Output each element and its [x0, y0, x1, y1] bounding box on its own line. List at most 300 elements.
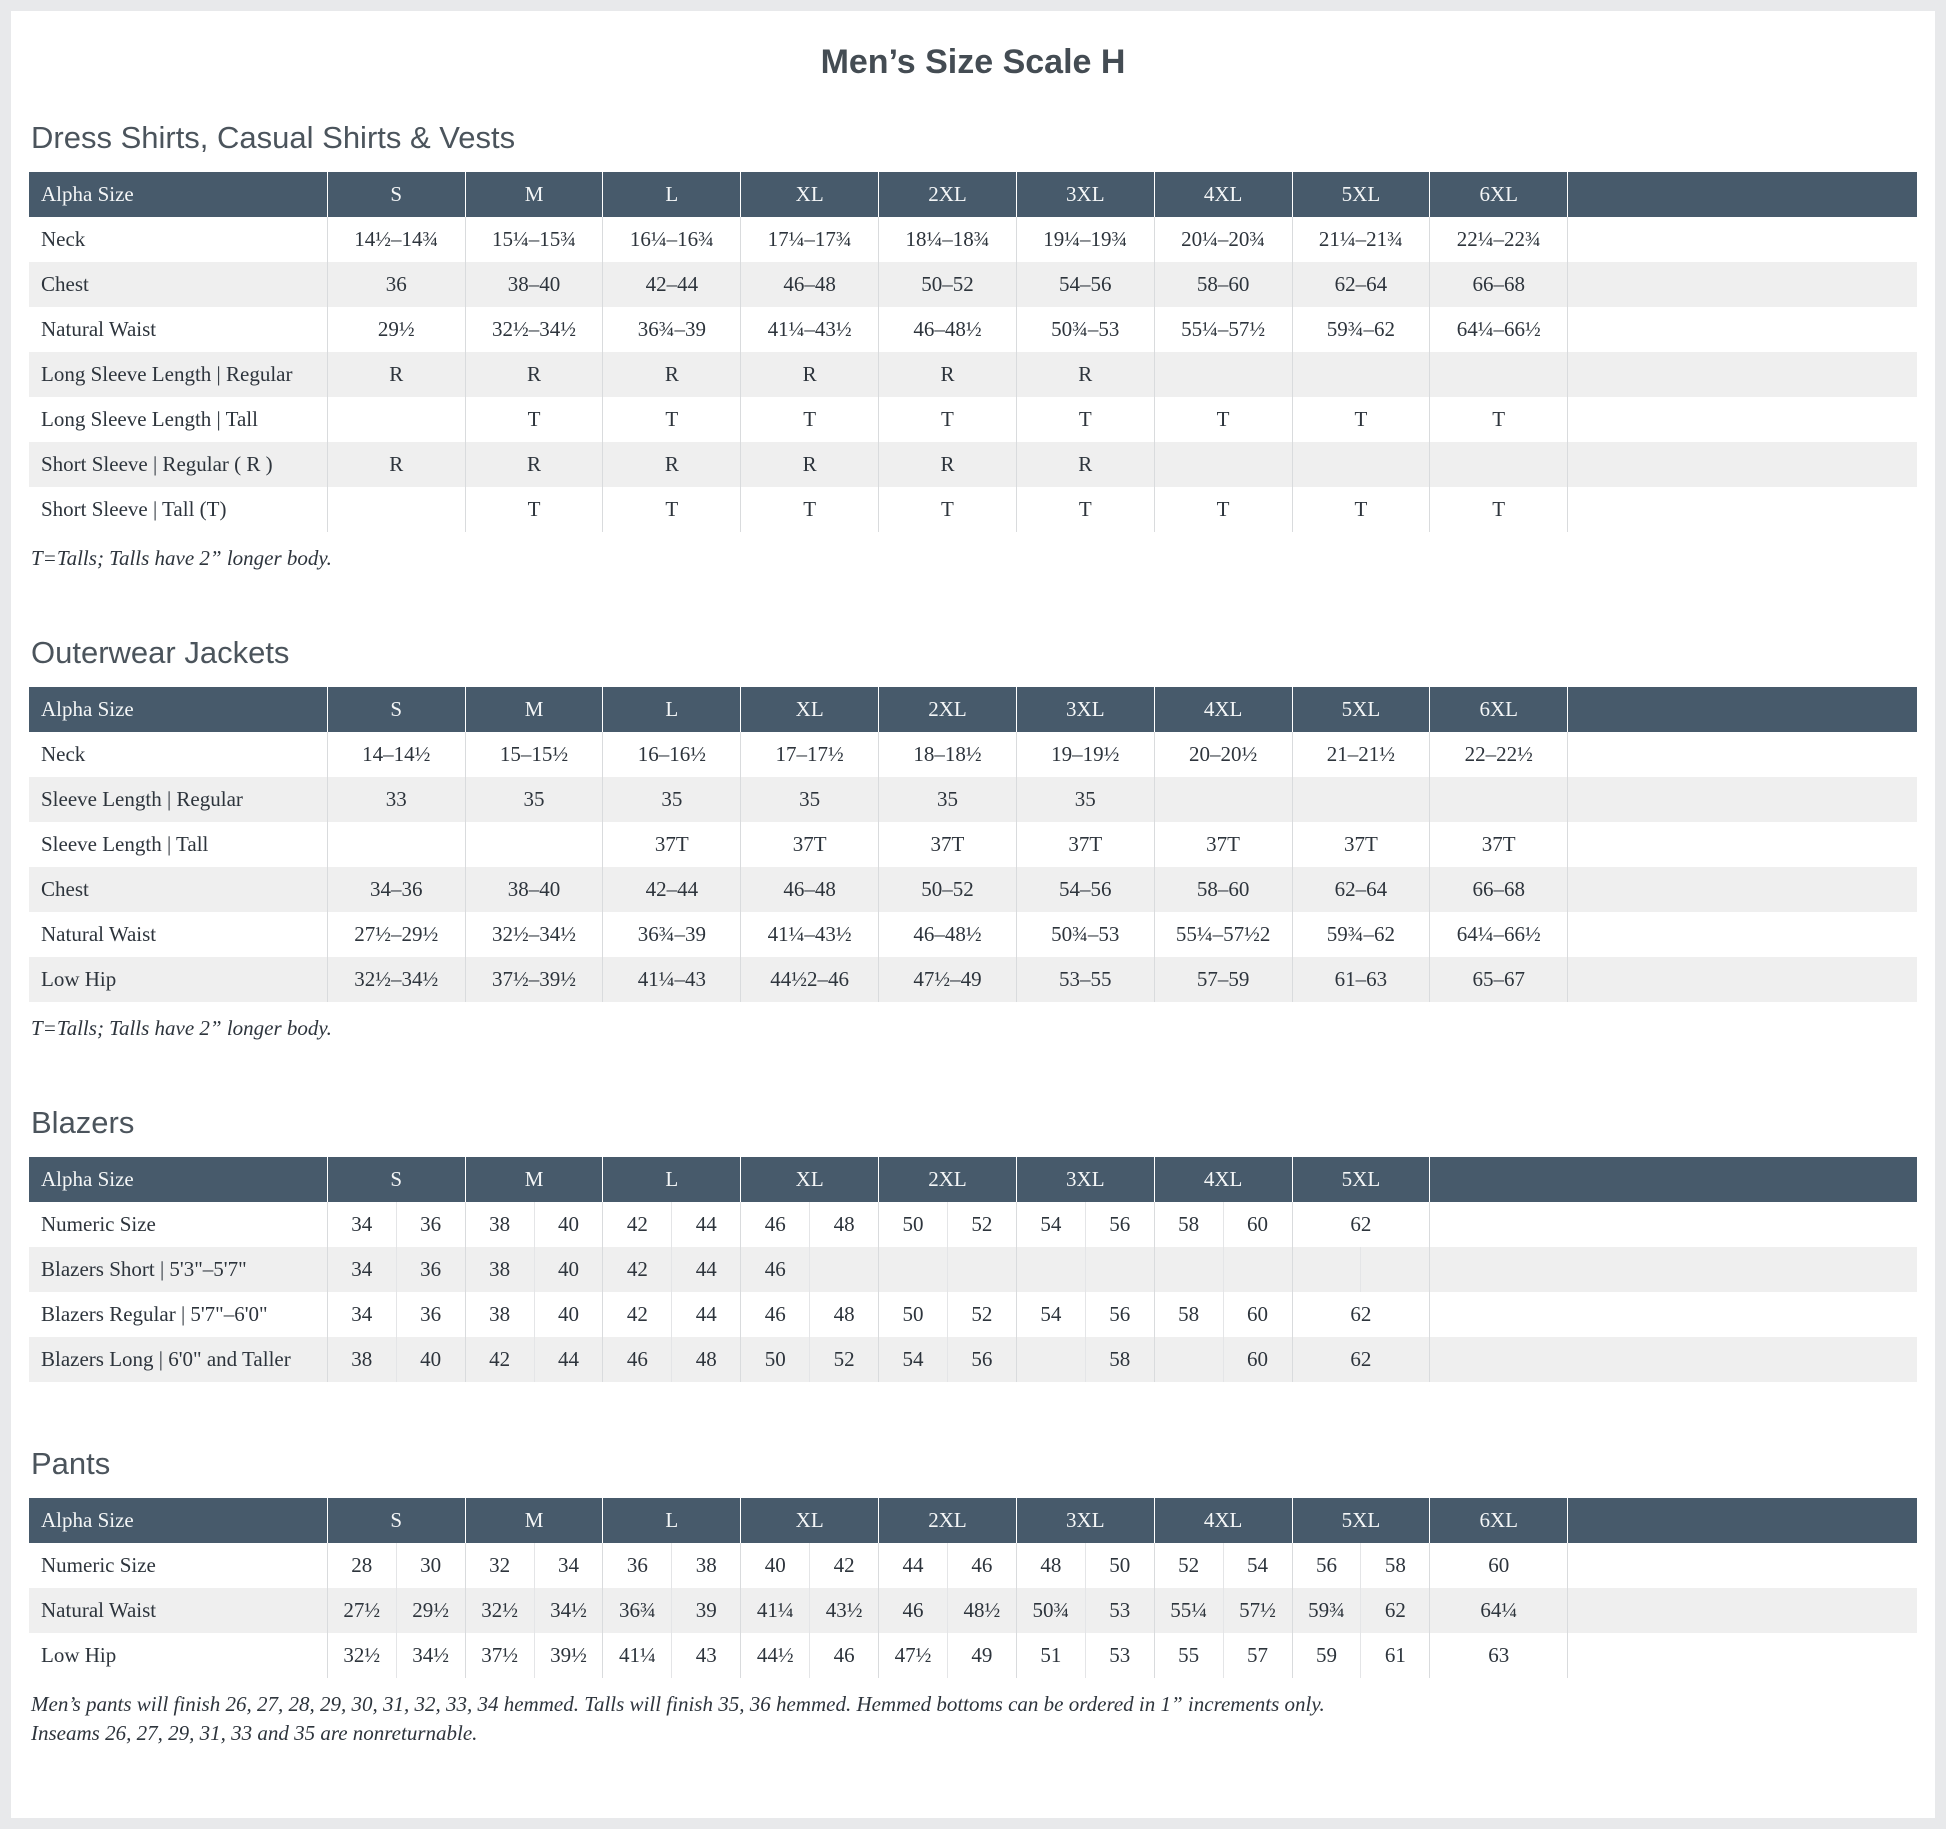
size-column-header: XL	[741, 1157, 879, 1202]
size-column-header: 4XL	[1154, 1498, 1292, 1543]
size-cell: 21–21½	[1292, 732, 1430, 777]
size-cell: 55¼–57½	[1154, 307, 1292, 352]
size-column-header: S	[327, 1498, 465, 1543]
table-row	[29, 1543, 1917, 1588]
size-column-header: 5XL	[1292, 1498, 1430, 1543]
alpha-size-header: Alpha Size	[29, 1498, 327, 1543]
size-cell: T	[603, 397, 741, 442]
size-cell: 27½	[327, 1588, 396, 1633]
size-column-header: XL	[741, 687, 879, 732]
size-cell: 66–68	[1430, 262, 1568, 307]
row-label: Neck	[41, 742, 86, 766]
size-cell: 42	[810, 1543, 879, 1588]
row-label: Natural Waist	[41, 317, 157, 341]
size-cell: T	[1292, 487, 1430, 532]
size-cell: R	[327, 352, 465, 397]
size-cell: 32½	[465, 1588, 534, 1633]
size-cell: 64¼	[1430, 1588, 1568, 1633]
table-row	[29, 822, 1917, 867]
size-cell: 58	[1085, 1337, 1154, 1382]
size-cell: 36	[396, 1292, 465, 1337]
size-cell: 56	[1085, 1202, 1154, 1247]
size-cell: 34–36	[327, 867, 465, 912]
size-cell	[327, 397, 465, 442]
size-cell: 21¼–21¾	[1292, 217, 1430, 262]
size-cell: 19–19½	[1016, 732, 1154, 777]
size-cell: 50¾	[1016, 1588, 1085, 1633]
size-cell: 47½–49	[879, 957, 1017, 1002]
size-column-header: L	[603, 1157, 741, 1202]
size-cell: T	[879, 397, 1017, 442]
size-cell: 54	[879, 1337, 948, 1382]
size-column-header: M	[465, 172, 603, 217]
size-cell: 34	[327, 1202, 396, 1247]
size-cell	[1154, 1337, 1223, 1382]
size-cell: 61	[1361, 1633, 1430, 1678]
size-cell	[1361, 1247, 1430, 1292]
size-cell: 27½–29½	[327, 912, 465, 957]
size-cell: 38	[465, 1247, 534, 1292]
section-heading-pants: Pants	[31, 1446, 111, 1481]
row-label: Long Sleeve Length | Tall	[41, 407, 258, 431]
header-row	[29, 172, 1917, 217]
size-cell: R	[327, 442, 465, 487]
size-cell: 38	[465, 1292, 534, 1337]
size-cell: 48	[810, 1292, 879, 1337]
size-cell: 22¼–22¾	[1430, 217, 1568, 262]
size-cell: 56	[1085, 1292, 1154, 1337]
header-row	[29, 687, 1917, 732]
size-cell: 62–64	[1292, 867, 1430, 912]
table-row	[29, 912, 1917, 957]
size-cell: 44	[534, 1337, 603, 1382]
size-cell: 34	[327, 1247, 396, 1292]
size-cell: 33	[327, 777, 465, 822]
size-cell: T	[1154, 397, 1292, 442]
row-label: Chest	[41, 272, 89, 296]
size-cell: 37T	[1154, 822, 1292, 867]
size-cell: 54	[1016, 1292, 1085, 1337]
table-row	[29, 1633, 1917, 1678]
size-cell: 58–60	[1154, 867, 1292, 912]
size-cell: 61–63	[1292, 957, 1430, 1002]
size-cell: 34	[534, 1543, 603, 1588]
size-cell: 57	[1223, 1633, 1292, 1678]
size-cell: R	[1016, 442, 1154, 487]
size-cell: 59	[1292, 1633, 1361, 1678]
table-row	[29, 262, 1917, 307]
size-cell: 42–44	[603, 262, 741, 307]
size-cell: 52	[1154, 1543, 1223, 1588]
pants-hem-note: Men’s pants will finish 26, 27, 28, 29, 30, 31, 32, 33, 34 hemmed. Talls will finish 35, 36 hemmed. Hemmed bottoms can be ordered in 1” increments only.	[31, 1692, 1325, 1716]
size-cell: 59¾–62	[1292, 912, 1430, 957]
filler-cell	[1568, 957, 1917, 1002]
size-column-header: M	[465, 687, 603, 732]
size-column-header: L	[603, 172, 741, 217]
row-label: Neck	[41, 227, 86, 251]
size-cell	[1223, 1247, 1292, 1292]
size-column-header: S	[327, 172, 465, 217]
page-title: Men’s Size Scale H	[820, 43, 1126, 81]
row-label: Short Sleeve | Tall (T)	[41, 497, 227, 521]
size-cell: T	[741, 397, 879, 442]
size-cell: 49	[947, 1633, 1016, 1678]
size-cell: 46	[810, 1633, 879, 1678]
size-cell: 44½	[741, 1633, 810, 1678]
alpha-size-header: Alpha Size	[29, 1157, 327, 1202]
size-cell: 34½	[534, 1588, 603, 1633]
size-cell: 35	[465, 777, 603, 822]
size-cell	[327, 822, 465, 867]
size-column-header: 3XL	[1016, 172, 1154, 217]
size-cell: 17–17½	[741, 732, 879, 777]
size-column-header: 2XL	[879, 687, 1017, 732]
size-column-header: 4XL	[1154, 1157, 1292, 1202]
size-cell: 40	[534, 1292, 603, 1337]
size-cell: 60	[1223, 1292, 1292, 1337]
row-label: Chest	[41, 877, 89, 901]
row-label: Numeric Size	[41, 1553, 156, 1577]
row-label: Natural Waist	[41, 1598, 157, 1622]
size-cell: 52	[947, 1202, 1016, 1247]
size-cell: 42	[603, 1247, 672, 1292]
size-cell: 16–16½	[603, 732, 741, 777]
size-cell: 44	[672, 1202, 741, 1247]
size-cell: R	[603, 442, 741, 487]
filler-cell	[1568, 397, 1917, 442]
size-cell: T	[1292, 397, 1430, 442]
size-cell: T	[1016, 487, 1154, 532]
size-cell: 60	[1430, 1543, 1568, 1588]
size-cell: 41¼	[603, 1633, 672, 1678]
filler-cell	[1568, 822, 1917, 867]
filler-cell	[1430, 1247, 1917, 1292]
size-cell: 43½	[810, 1588, 879, 1633]
size-cell: R	[879, 442, 1017, 487]
size-table-outerwear	[29, 687, 1917, 1002]
size-cell: 46	[741, 1202, 810, 1247]
size-cell: 36¾–39	[603, 912, 741, 957]
size-cell: 62	[1292, 1292, 1430, 1337]
filler-cell	[1568, 217, 1917, 262]
size-column-header: 6XL	[1430, 1498, 1568, 1543]
size-cell: T	[603, 487, 741, 532]
size-cell: 32	[465, 1543, 534, 1588]
section-heading-dress-shirts: Dress Shirts, Casual Shirts & Vests	[31, 120, 516, 155]
size-column-header: S	[327, 687, 465, 732]
size-table-blazers	[29, 1157, 1917, 1382]
size-cell: 38	[327, 1337, 396, 1382]
size-cell: 48	[672, 1337, 741, 1382]
section-heading-outerwear: Outerwear Jackets	[31, 635, 290, 670]
section-dress-shirts	[29, 120, 1917, 571]
size-cell: R	[1016, 352, 1154, 397]
size-cell: 36¾	[603, 1588, 672, 1633]
size-cell	[1430, 352, 1568, 397]
table-row	[29, 1337, 1917, 1382]
row-label: Numeric Size	[41, 1212, 156, 1236]
size-cell: 46	[741, 1292, 810, 1337]
size-cell	[810, 1247, 879, 1292]
filler-cell	[1430, 1202, 1917, 1247]
size-cell: 62	[1292, 1337, 1430, 1382]
size-cell: 46–48	[741, 262, 879, 307]
size-cell: 17¼–17¾	[741, 217, 879, 262]
table-row	[29, 217, 1917, 262]
table-row	[29, 867, 1917, 912]
size-cell: 19¼–19¾	[1016, 217, 1154, 262]
size-column-header: L	[603, 687, 741, 732]
size-cell: 32½	[327, 1633, 396, 1678]
size-cell: 36	[327, 262, 465, 307]
size-cell: 56	[947, 1337, 1016, 1382]
row-label: Natural Waist	[41, 922, 157, 946]
size-cell: 38	[465, 1202, 534, 1247]
size-column-header: XL	[741, 1498, 879, 1543]
size-cell: 15¼–15¾	[465, 217, 603, 262]
size-column-header: 3XL	[1016, 1498, 1154, 1543]
size-cell: 35	[879, 777, 1017, 822]
table-row	[29, 442, 1917, 487]
size-column-header: M	[465, 1498, 603, 1543]
size-cell: 60	[1223, 1202, 1292, 1247]
table-row	[29, 1202, 1917, 1247]
size-cell: 37½–39½	[465, 957, 603, 1002]
size-cell: 51	[1016, 1633, 1085, 1678]
size-column-header: 3XL	[1016, 1157, 1154, 1202]
size-cell	[1016, 1337, 1085, 1382]
size-cell: 50	[741, 1337, 810, 1382]
size-column-header: 5XL	[1292, 172, 1430, 217]
size-cell: 20¼–20¾	[1154, 217, 1292, 262]
size-cell: 50–52	[879, 262, 1017, 307]
size-cell	[1430, 777, 1568, 822]
filler-cell	[1568, 442, 1917, 487]
size-cell: 32½–34½	[465, 912, 603, 957]
row-label: Sleeve Length | Regular	[41, 787, 243, 811]
size-table-pants	[29, 1498, 1917, 1678]
size-cell	[879, 1247, 948, 1292]
size-cell: 14½–14¾	[327, 217, 465, 262]
filler-cell	[1568, 777, 1917, 822]
size-cell: 55¼–57½2	[1154, 912, 1292, 957]
size-cell: 58	[1154, 1292, 1223, 1337]
section-pants	[29, 1446, 1917, 1746]
size-cell: 41¼	[741, 1588, 810, 1633]
size-cell	[1154, 1247, 1223, 1292]
size-cell: R	[741, 442, 879, 487]
size-cell: 44½2–46	[741, 957, 879, 1002]
size-cell: 46–48½	[879, 912, 1017, 957]
size-cell: 37T	[1430, 822, 1568, 867]
size-cell: 50–52	[879, 867, 1017, 912]
size-cell: 36	[396, 1202, 465, 1247]
filler-cell	[1568, 262, 1917, 307]
size-cell: 48	[1016, 1543, 1085, 1588]
size-cell: 53	[1085, 1588, 1154, 1633]
size-cell: 46	[879, 1588, 948, 1633]
table-row	[29, 1588, 1917, 1633]
size-cell: 59¾–62	[1292, 307, 1430, 352]
size-cell: 64¼–66½	[1430, 912, 1568, 957]
size-cell: 41¼–43½	[741, 307, 879, 352]
size-cell: 58–60	[1154, 262, 1292, 307]
size-cell	[947, 1247, 1016, 1292]
size-cell	[1430, 442, 1568, 487]
size-cell: 43	[672, 1633, 741, 1678]
size-cell: 35	[1016, 777, 1154, 822]
table-row	[29, 1292, 1917, 1337]
size-cell: 55¼	[1154, 1588, 1223, 1633]
size-cell: 57½	[1223, 1588, 1292, 1633]
size-column-header: 5XL	[1292, 1157, 1430, 1202]
table-row	[29, 732, 1917, 777]
row-label: Blazers Long | 6'0" and Taller	[41, 1347, 291, 1371]
size-cell: 46–48	[741, 867, 879, 912]
size-column-header: 4XL	[1154, 172, 1292, 217]
size-column-header: 2XL	[879, 1157, 1017, 1202]
size-cell: 22–22½	[1430, 732, 1568, 777]
size-cell: 35	[603, 777, 741, 822]
pants-inseam-note: Inseams 26, 27, 29, 31, 33 and 35 are nonreturnable.	[31, 1721, 478, 1745]
size-cell	[465, 822, 603, 867]
size-cell: T	[1016, 397, 1154, 442]
table-row	[29, 307, 1917, 352]
size-chart-page	[11, 11, 1935, 1818]
row-label: Blazers Short | 5'3"–5'7"	[41, 1257, 247, 1281]
size-column-header: L	[603, 1498, 741, 1543]
size-cell: 47½	[879, 1633, 948, 1678]
size-cell: 54–56	[1016, 867, 1154, 912]
size-cell: 42	[603, 1292, 672, 1337]
size-cell: 37½	[465, 1633, 534, 1678]
table-row	[29, 352, 1917, 397]
size-cell: 50	[1085, 1543, 1154, 1588]
size-cell: 54	[1223, 1543, 1292, 1588]
filler-cell	[1430, 1292, 1917, 1337]
size-cell: 34½	[396, 1633, 465, 1678]
size-cell: 44	[672, 1292, 741, 1337]
size-cell	[1016, 1247, 1085, 1292]
size-cell: 34	[327, 1292, 396, 1337]
size-column-header: 4XL	[1154, 687, 1292, 732]
size-cell: 36	[396, 1247, 465, 1292]
header-row	[29, 1157, 1917, 1202]
filler-cell	[1568, 487, 1917, 532]
alpha-size-header: Alpha Size	[29, 687, 327, 732]
size-column-header: 6XL	[1430, 687, 1568, 732]
size-cell: T	[1430, 487, 1568, 532]
size-cell: 52	[810, 1337, 879, 1382]
section-blazers	[29, 1105, 1917, 1382]
table-row	[29, 777, 1917, 822]
size-cell: T	[741, 487, 879, 532]
size-cell: 54–56	[1016, 262, 1154, 307]
size-cell: 64¼–66½	[1430, 307, 1568, 352]
size-cell: 46	[947, 1543, 1016, 1588]
filler-cell	[1568, 912, 1917, 957]
size-cell: 55	[1154, 1633, 1223, 1678]
filler-header	[1430, 1157, 1917, 1202]
size-cell: 58	[1361, 1543, 1430, 1588]
size-cell: 66–68	[1430, 867, 1568, 912]
size-cell: 38–40	[465, 867, 603, 912]
filler-cell	[1568, 1543, 1917, 1588]
size-column-header: M	[465, 1157, 603, 1202]
table-row	[29, 487, 1917, 532]
size-cell: 28	[327, 1543, 396, 1588]
size-cell: T	[465, 487, 603, 532]
size-cell: 20–20½	[1154, 732, 1292, 777]
size-cell: 37T	[1016, 822, 1154, 867]
size-cell: 42	[603, 1202, 672, 1247]
size-cell: 14–14½	[327, 732, 465, 777]
size-cell: 35	[741, 777, 879, 822]
size-cell: 41¼–43½	[741, 912, 879, 957]
table-row	[29, 1247, 1917, 1292]
size-cell: 16¼–16¾	[603, 217, 741, 262]
size-cell: 58	[1154, 1202, 1223, 1247]
size-cell	[327, 487, 465, 532]
size-cell: 63	[1430, 1633, 1568, 1678]
size-cell: 54	[1016, 1202, 1085, 1247]
size-cell: 32½–34½	[465, 307, 603, 352]
size-cell: 50	[879, 1202, 948, 1247]
size-cell: T	[879, 487, 1017, 532]
filler-header	[1568, 172, 1917, 217]
row-label: Blazers Regular | 5'7"–6'0"	[41, 1302, 268, 1326]
size-cell	[1292, 442, 1430, 487]
row-label: Low Hip	[41, 1643, 117, 1667]
filler-header	[1568, 1498, 1917, 1543]
size-cell: 48	[810, 1202, 879, 1247]
filler-cell	[1568, 732, 1917, 777]
filler-cell	[1568, 1588, 1917, 1633]
size-cell: T	[1154, 487, 1292, 532]
talls-note: T=Talls; Talls have 2” longer body.	[31, 1016, 332, 1040]
size-cell: 38–40	[465, 262, 603, 307]
filler-cell	[1568, 307, 1917, 352]
size-cell: 60	[1223, 1337, 1292, 1382]
size-column-header: 2XL	[879, 1498, 1017, 1543]
size-cell: 48½	[947, 1588, 1016, 1633]
section-heading-blazers: Blazers	[31, 1105, 135, 1140]
header-row	[29, 1498, 1917, 1543]
size-cell: R	[465, 352, 603, 397]
section-outerwear-jackets	[29, 635, 1917, 1041]
size-cell: 40	[534, 1202, 603, 1247]
size-cell: 41¼–43	[603, 957, 741, 1002]
size-cell: 36	[603, 1543, 672, 1588]
size-cell: 62	[1292, 1202, 1430, 1247]
size-cell: 50¾–53	[1016, 912, 1154, 957]
size-cell	[1085, 1247, 1154, 1292]
size-cell: 40	[396, 1337, 465, 1382]
size-cell: R	[741, 352, 879, 397]
size-cell: 56	[1292, 1543, 1361, 1588]
size-cell: 38	[672, 1543, 741, 1588]
size-cell: 37T	[1292, 822, 1430, 867]
size-cell: 39	[672, 1588, 741, 1633]
size-cell: 32½–34½	[327, 957, 465, 1002]
size-cell: 46	[603, 1337, 672, 1382]
row-label: Short Sleeve | Regular ( R )	[41, 452, 273, 476]
size-cell: T	[465, 397, 603, 442]
size-cell: 18¼–18¾	[879, 217, 1017, 262]
size-cell: 44	[672, 1247, 741, 1292]
size-cell	[1292, 777, 1430, 822]
talls-note: T=Talls; Talls have 2” longer body.	[31, 546, 332, 570]
